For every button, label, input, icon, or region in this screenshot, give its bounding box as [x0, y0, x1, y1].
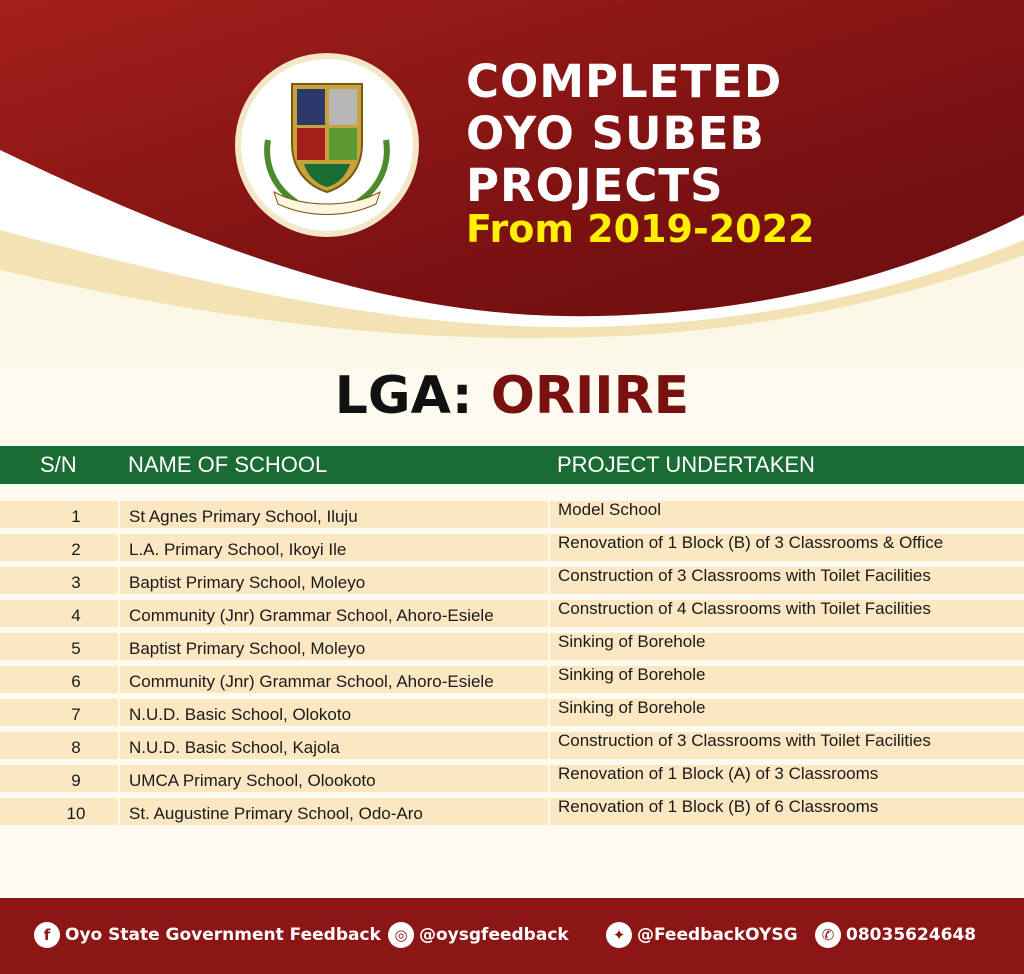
- row-sn: 2: [71, 540, 81, 559]
- instagram-text: @oysgfeedback: [419, 925, 569, 945]
- table-row: [0, 730, 1024, 763]
- twitter-text: @FeedbackOYSG: [637, 925, 798, 945]
- lga-value: ORIIRE: [490, 366, 690, 426]
- row-school: Community (Jnr) Grammar School, Ahoro-Esiele: [129, 606, 494, 625]
- row-sn: 7: [71, 705, 81, 724]
- table-row: [0, 565, 1024, 598]
- row-school: St. Augustine Primary School, Odo-Aro: [129, 804, 423, 823]
- oyo-state-seal: [234, 52, 420, 238]
- row-school: Community (Jnr) Grammar School, Ahoro-Esiele: [129, 672, 494, 691]
- row-sn: 8: [71, 738, 81, 757]
- row-project: Construction of 4 Classrooms with Toilet Facilities: [558, 599, 931, 618]
- row-school: Baptist Primary School, Moleyo: [129, 573, 366, 592]
- row-project: Renovation of 1 Block (B) of 6 Classrooms: [558, 797, 879, 816]
- table-row: [0, 796, 1024, 829]
- row-project: Construction of 3 Classrooms with Toilet Facilities: [558, 566, 931, 585]
- row-project: Construction of 3 Classrooms with Toilet Facilities: [558, 731, 931, 750]
- title-line-3: PROJECTS: [466, 159, 724, 212]
- poster-title: [466, 56, 782, 212]
- poster-subtitle: From 2019-2022: [466, 207, 815, 251]
- row-sn: 1: [71, 507, 81, 526]
- table-row: [0, 631, 1024, 664]
- facebook-text: Oyo State Government Feedback: [65, 925, 381, 945]
- row-school: L.A. Primary School, Ikoyi Ile: [129, 540, 347, 559]
- row-school: UMCA Primary School, Olookoto: [129, 771, 376, 790]
- table-body: [0, 499, 1024, 829]
- lga-label: LGA:: [334, 366, 473, 426]
- row-project: Model School: [558, 500, 662, 519]
- header-school-name: NAME OF SCHOOL: [128, 452, 328, 477]
- table-header: [0, 446, 1024, 484]
- header-sn: S/N: [40, 452, 77, 477]
- row-project: Renovation of 1 Block (B) of 3 Classrooms & Office: [558, 533, 944, 552]
- row-school: Baptist Primary School, Moleyo: [129, 639, 366, 658]
- whatsapp-text: 08035624648: [846, 925, 977, 945]
- row-sn: 6: [71, 672, 81, 691]
- table-row: [0, 499, 1024, 532]
- table-row: [0, 664, 1024, 697]
- row-school: N.U.D. Basic School, Kajola: [129, 738, 340, 757]
- table-row: [0, 763, 1024, 796]
- row-school: St Agnes Primary School, Iluju: [129, 507, 358, 526]
- row-sn: 5: [71, 639, 81, 658]
- table-row: [0, 532, 1024, 565]
- row-sn: 10: [66, 804, 86, 823]
- title-line-1: COMPLETED: [466, 55, 783, 108]
- row-project: Sinking of Borehole: [558, 632, 706, 651]
- row-sn: 9: [71, 771, 81, 790]
- table-row: [0, 697, 1024, 730]
- table-row: [0, 598, 1024, 631]
- instagram-icon: ◎: [388, 922, 414, 948]
- header-project: PROJECT UNDERTAKEN: [557, 452, 815, 477]
- row-sn: 4: [71, 606, 81, 625]
- row-school: N.U.D. Basic School, Olokoto: [129, 705, 352, 724]
- title-line-2: OYO SUBEB: [466, 107, 765, 160]
- row-sn: 3: [71, 573, 81, 592]
- whatsapp-icon: ✆: [815, 922, 841, 948]
- row-project: Sinking of Borehole: [558, 698, 706, 717]
- footer-bar: [0, 898, 1024, 974]
- lga-heading: [0, 366, 1024, 426]
- facebook-icon: f: [34, 922, 60, 948]
- row-project: Renovation of 1 Block (A) of 3 Classrooms: [558, 764, 879, 783]
- twitter-icon: ✦: [606, 922, 632, 948]
- row-project: Sinking of Borehole: [558, 665, 706, 684]
